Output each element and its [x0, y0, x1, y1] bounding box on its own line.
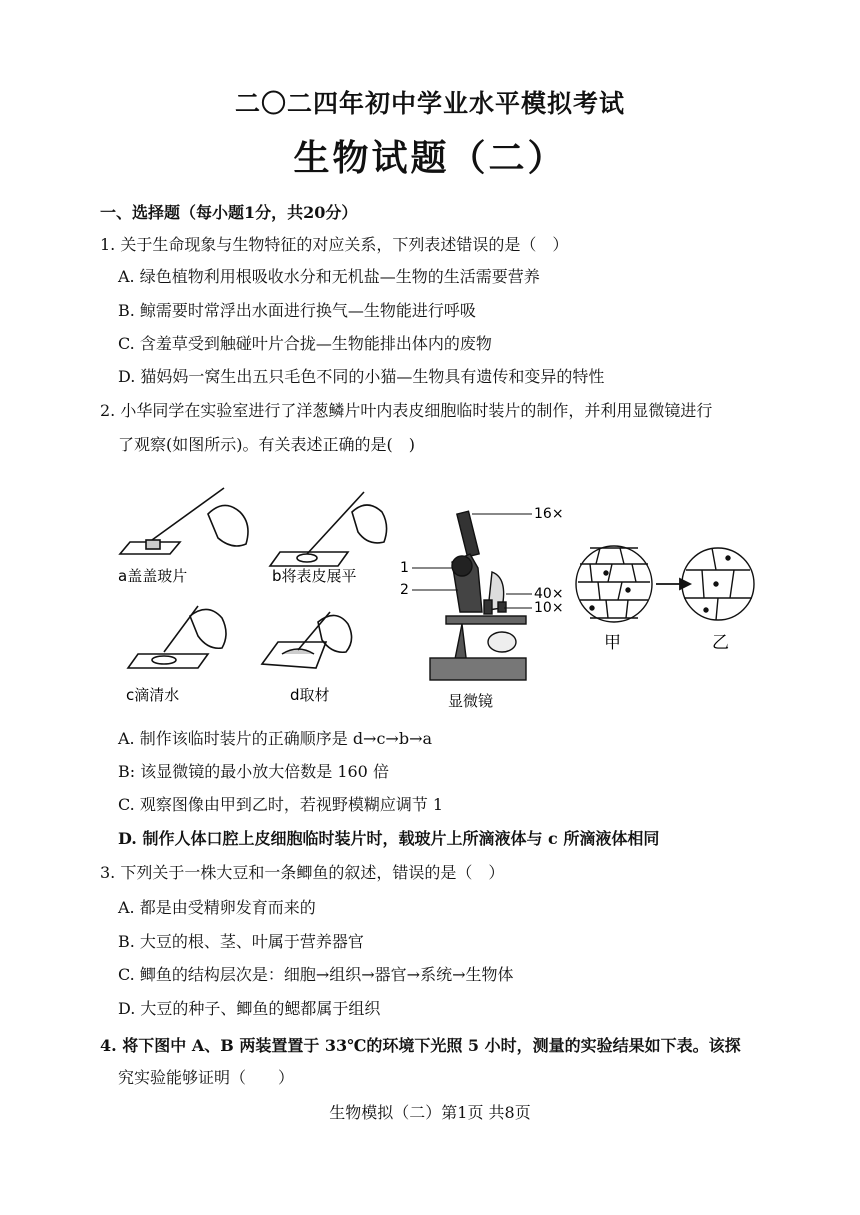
step-d-illustration [262, 612, 352, 668]
question-3-option-a: A. 都是由受精卵发育而来的 [118, 898, 316, 917]
view-yi-illustration [682, 548, 754, 620]
question-3-option-b: B. 大豆的根、茎、叶属于营养器官 [118, 932, 364, 951]
view-jia-illustration [576, 546, 652, 622]
objective-low-magnification: 10× [534, 600, 564, 616]
question-3-option-d: D. 大豆的种子、鲫鱼的鳃都属于组织 [118, 999, 381, 1018]
question-1-stem: 1. 关于生命现象与生物特征的对应关系，下列表述错误的是（ ） [100, 235, 569, 254]
step-d-label: d取材 [290, 686, 330, 704]
question-2-option-a: A. 制作该临时装片的正确顺序是 d→c→b→a [118, 729, 433, 748]
page-footer: 生物模拟（二）第1页 共8页 [329, 1103, 531, 1122]
question-1-option-a: A. 绿色植物利用根吸收水分和无机盐—生物的生活需要营养 [118, 267, 540, 286]
question-1-option-d: D. 猫妈妈一窝生出五只毛色不同的小猫—生物具有遗传和变异的特性 [118, 367, 605, 386]
fine-focus-label: 2 [400, 582, 409, 598]
question-2-stem-line-1: 2. 小华同学在实验室进行了洋葱鳞片叶内表皮细胞临时装片的制作，并利用显微镜进行 [100, 401, 713, 420]
step-a-label: a盖盖玻片 [118, 567, 188, 585]
step-a-illustration [120, 488, 248, 554]
coarse-focus-label: 1 [400, 560, 409, 576]
question-2-stem-line-2: 了观察(如图所示)。有关表述正确的是( ) [118, 435, 415, 454]
exam-subtitle: 生物试题（二） [293, 137, 567, 179]
question-2-option-b: B: 该显微镜的最小放大倍数是 160 倍 [118, 762, 389, 781]
question-1-option-b: B. 鲸需要时常浮出水面进行换气—生物能进行呼吸 [118, 301, 476, 320]
step-c-label: c滴清水 [126, 686, 180, 704]
question-2-option-d: D. 制作人体口腔上皮细胞临时装片时，载玻片上所滴液体与 c 所滴液体相同 [118, 829, 660, 848]
question-4-stem-line-1: 4. 将下图中 A、B 两装置置于 33℃的环境下光照 5 小时，测量的实验结果如下表。该探 [100, 1036, 741, 1055]
arrow-icon [656, 579, 690, 589]
step-c-illustration [128, 606, 226, 668]
objective-high-magnification: 40× [534, 586, 564, 602]
exam-title: 二〇二四年初中学业水平模拟考试 [234, 89, 625, 118]
microscope-label: 显微镜 [448, 692, 494, 710]
step-b-label: b将表皮展平 [272, 567, 357, 585]
microscope-illustration [412, 511, 532, 680]
question-2-option-c: C. 观察图像由甲到乙时，若视野模糊应调节 1 [118, 795, 444, 814]
view-yi-label: 乙 [712, 633, 729, 653]
step-b-illustration [270, 492, 387, 566]
section-heading: 一、选择题（每小题1分，共20分） [100, 203, 358, 222]
question-3-stem: 3. 下列关于一株大豆和一条鲫鱼的叙述，错误的是（ ） [100, 863, 505, 882]
view-jia-label: 甲 [604, 633, 621, 653]
question-1-option-c: C. 含羞草受到触碰叶片合拢—生物能排出体内的废物 [118, 334, 492, 353]
eyepiece-magnification: 16× [534, 506, 564, 522]
question-4-stem-line-2: 究实验能够证明（ ） [118, 1068, 295, 1087]
question-3-option-c: C. 鲫鱼的结构层次是：细胞→组织→器官→系统→生物体 [118, 965, 514, 984]
question-2-figure [112, 478, 762, 718]
